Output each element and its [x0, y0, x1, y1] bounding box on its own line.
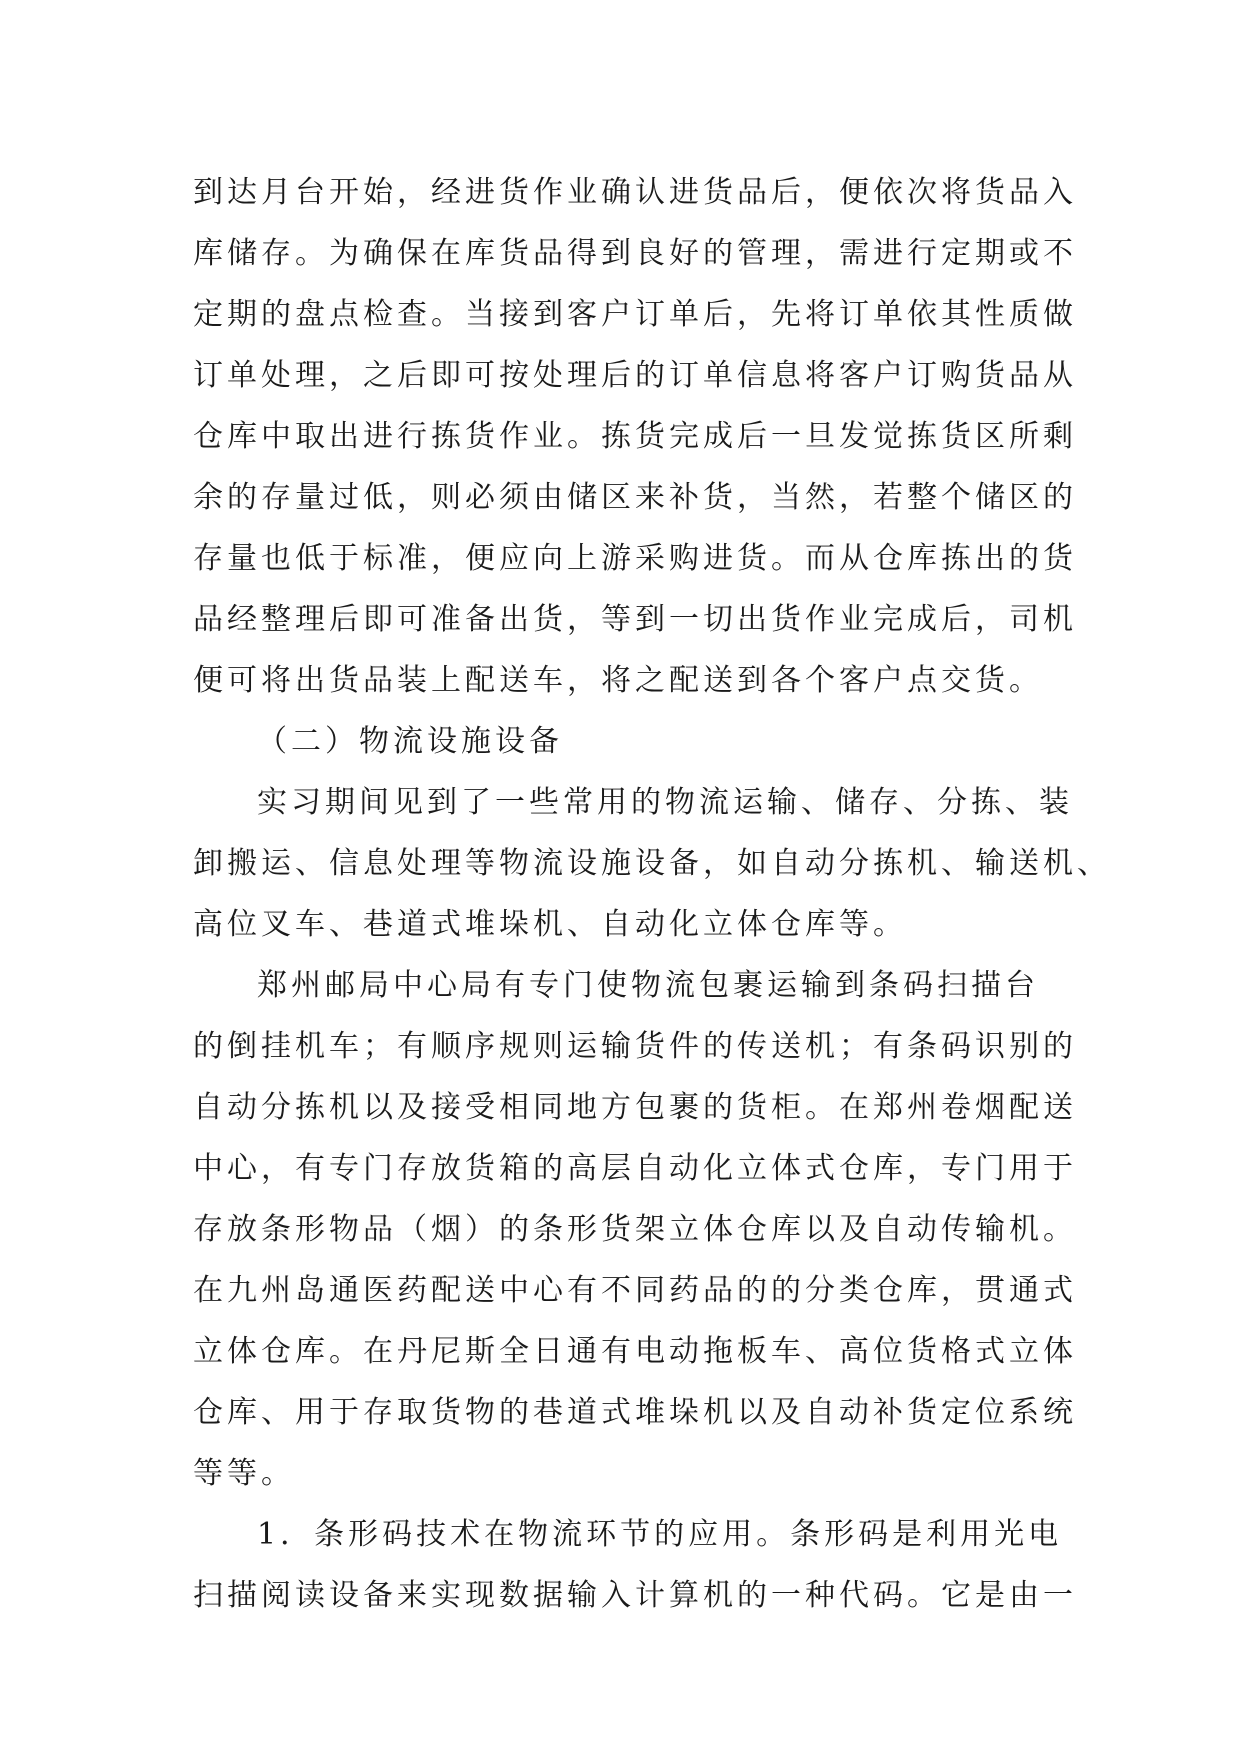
text-line: 余的存量过低，则必须由储区来补货，当然，若整个储区的: [193, 480, 1077, 515]
document-body: [193, 162, 1111, 1626]
text-line: 的倒挂机车；有顺序规则运输货件的传送机；有条码识别的: [193, 1029, 1077, 1064]
text-line: 等等。: [193, 1456, 295, 1491]
paragraph: [193, 955, 1077, 1504]
text-line: 存量也低于标准，便应向上游采购进货。而从仓库拣出的货: [193, 541, 1077, 576]
text-line: 仓库、用于存取货物的巷道式堆垛机以及自动补货定位系统: [193, 1395, 1077, 1430]
text-line: 库储存。为确保在库货品得到良好的管理，需进行定期或不: [193, 236, 1077, 271]
paragraph: [193, 1504, 1077, 1626]
text-line: 订单处理，之后即可按处理后的订单信息将客户订购货品从: [193, 358, 1077, 393]
text-line: 在九州岛通医药配送中心有不同药品的的分类仓库，贯通式: [193, 1273, 1077, 1308]
section-heading: （二）物流设施设备: [257, 724, 563, 759]
paragraph: [193, 162, 1077, 711]
text-line: 仓库中取出进行拣货作业。拣货完成后一旦发觉拣货区所剩: [193, 419, 1077, 454]
text-line: 自动分拣机以及接受相同地方包裹的货柜。在郑州卷烟配送: [193, 1090, 1077, 1125]
text-line: 中心，有专门存放货箱的高层自动化立体式仓库，专门用于: [193, 1151, 1077, 1186]
text-line: 实习期间见到了一些常用的物流运输、储存、分拣、装: [257, 785, 1073, 820]
text-line: 定期的盘点检查。当接到客户订单后，先将订单依其性质做: [193, 297, 1077, 332]
text-line: 立体仓库。在丹尼斯全日通有电动拖板车、高位货格式立体: [193, 1334, 1077, 1369]
text-line: 扫描阅读设备来实现数据输入计算机的一种代码。它是由一: [193, 1578, 1077, 1613]
text-line: 郑州邮局中心局有专门使物流包裹运输到条码扫描台: [257, 968, 1039, 1003]
text-line: 卸搬运、信息处理等物流设施设备，如自动分拣机、输送机、: [193, 846, 1111, 881]
paragraph: [193, 772, 1111, 955]
text-line: 高位叉车、巷道式堆垛机、自动化立体仓库等。: [193, 907, 907, 942]
text-line: 1．条形码技术在物流环节的应用。条形码是利用光电: [257, 1517, 1063, 1552]
text-line: 便可将出货品装上配送车，将之配送到各个客户点交货。: [193, 663, 1043, 698]
text-line: 存放条形物品（烟）的条形货架立体仓库以及自动传输机。: [193, 1212, 1077, 1247]
text-line: 到达月台开始，经进货作业确认进货品后，便依次将货品入: [193, 175, 1077, 210]
text-line: 品经整理后即可准备出货，等到一切出货作业完成后，司机: [193, 602, 1077, 637]
